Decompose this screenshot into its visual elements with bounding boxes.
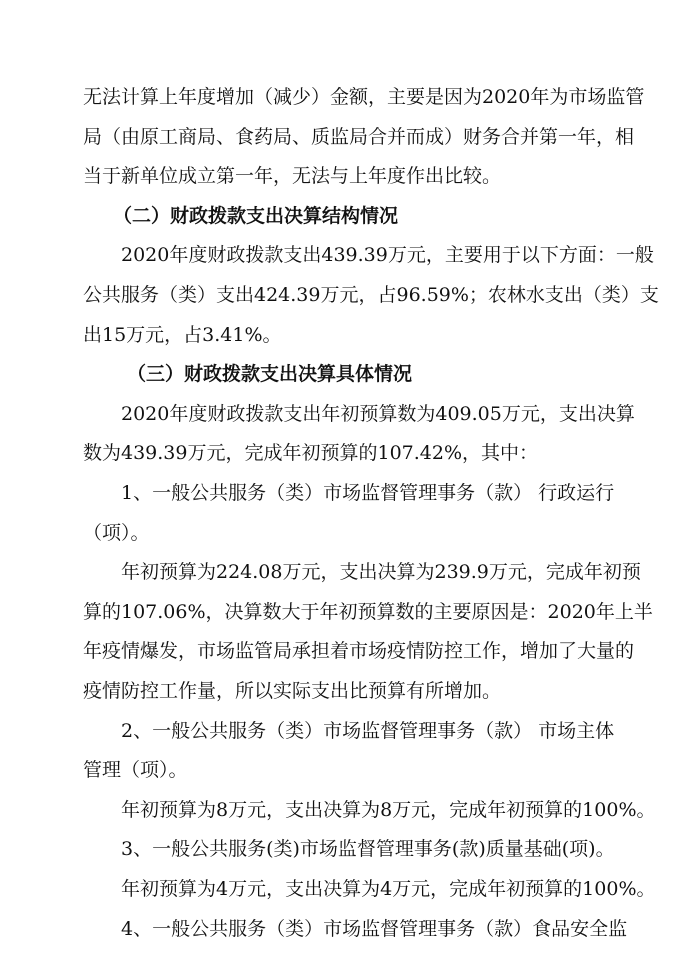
text-line: 局（由原工商局、食药局、质监局合并而成）财务合并第一年，相 [83,125,635,148]
section-heading: （三）财政拨款支出决算具体情况 [127,363,413,386]
text-line: 出15万元，占3.41%。 [83,323,282,346]
text-line: 管理（项）。 [83,759,188,782]
text-line: 4、一般公共服务（类）市场监督管理事务（款）食品安全监 [121,917,628,940]
text-line: 2020年度财政拨款支出年初预算数为409.05万元，支出决算 [121,402,635,425]
text-line: 2020年度财政拨款支出439.39万元，主要用于以下方面：一般 [121,244,654,267]
text-line: （项）。 [83,521,150,544]
text-line: 年初预算为4万元，支出决算为4万元，完成年初预算的100%。 [121,878,656,900]
text-line: 2、一般公共服务（类）市场监督管理事务（款） 市场主体 [121,719,615,742]
text-line: 3、一般公共服务(类)市场监督管理事务(款)质量基础(项)。 [121,838,615,861]
text-line: 年初预算为224.08万元，支出决算为239.9万元，完成年初预 [121,561,641,584]
text-line: 公共服务（类）支出424.39万元，占96.59%；农林水支出（类）支 [83,284,659,306]
section-heading: （二）财政拨款支出决算结构情况 [113,204,399,227]
text-line: 年初预算为8万元，支出决算为8万元，完成年初预算的100%。 [121,798,656,821]
text-line: 年疫情爆发，市场监管局承担着市场疫情防控工作，增加了大量的 [83,640,635,663]
text-line: 算的107.06%，决算数大于年初预算数的主要原因是：2020年上半 [83,600,653,623]
text-line: 当于新单位成立第一年，无法与上年度作出比较。 [83,165,502,188]
text-line: 1、一般公共服务（类）市场监督管理事务（款） 行政运行 [121,482,615,504]
text-line: 疫情防控工作量，所以实际支出比预算有所增加。 [83,680,502,702]
text-line: 数为439.39万元，完成年初预算的107.42%，其中： [83,442,539,465]
text-line: 无法计算上年度增加（减少）金额，主要是因为2020年为市场监管 [83,86,645,108]
